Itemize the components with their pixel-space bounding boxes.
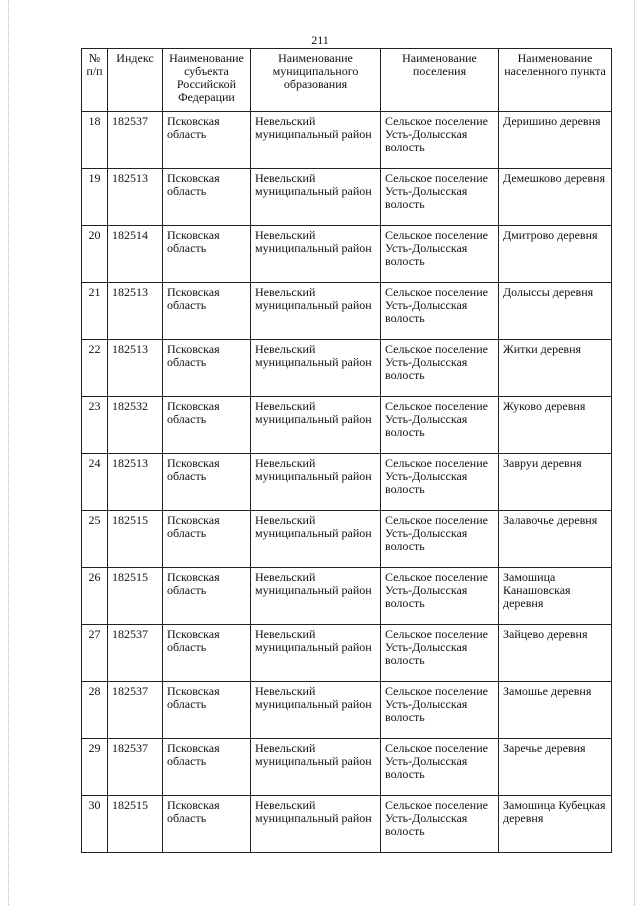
cell-number: 27 bbox=[82, 625, 108, 682]
table-row bbox=[82, 796, 612, 853]
table-body bbox=[82, 112, 612, 853]
cell-settlement: Сельское поселение Усть-Долысская волость bbox=[381, 682, 499, 739]
cell-subject: Псковская область bbox=[163, 625, 251, 682]
cell-locality: Замошица Канашовская деревня bbox=[499, 568, 612, 625]
table-row bbox=[82, 112, 612, 169]
cell-index: 182537 bbox=[108, 112, 163, 169]
table-row bbox=[82, 226, 612, 283]
cell-locality: Деришино деревня bbox=[499, 112, 612, 169]
cell-locality: Долыссы деревня bbox=[499, 283, 612, 340]
cell-locality: Замошье деревня bbox=[499, 682, 612, 739]
cell-subject: Псковская область bbox=[163, 454, 251, 511]
cell-number: 25 bbox=[82, 511, 108, 568]
table-row bbox=[82, 511, 612, 568]
cell-index: 182532 bbox=[108, 397, 163, 454]
cell-locality: Завруи деревня bbox=[499, 454, 612, 511]
cell-index: 182537 bbox=[108, 625, 163, 682]
table-row bbox=[82, 454, 612, 511]
cell-index: 182513 bbox=[108, 340, 163, 397]
cell-subject: Псковская область bbox=[163, 169, 251, 226]
cell-settlement: Сельское поселение Усть-Долысская волость bbox=[381, 796, 499, 853]
cell-municipality: Невельский муниципальный район bbox=[251, 112, 381, 169]
table-header-row bbox=[82, 49, 612, 112]
cell-locality: Заречье деревня bbox=[499, 739, 612, 796]
header-locality: Наименование населенного пункта bbox=[499, 49, 612, 112]
header-number: № п/п bbox=[82, 49, 108, 112]
cell-number: 28 bbox=[82, 682, 108, 739]
cell-index: 182515 bbox=[108, 568, 163, 625]
cell-index: 182513 bbox=[108, 454, 163, 511]
table-row bbox=[82, 340, 612, 397]
header-settlement: Наименование поселения bbox=[381, 49, 499, 112]
cell-index: 182537 bbox=[108, 682, 163, 739]
cell-index: 182515 bbox=[108, 796, 163, 853]
cell-municipality: Невельский муниципальный район bbox=[251, 226, 381, 283]
table-row bbox=[82, 739, 612, 796]
cell-number: 29 bbox=[82, 739, 108, 796]
cell-settlement: Сельское поселение Усть-Долысская волость bbox=[381, 397, 499, 454]
cell-municipality: Невельский муниципальный район bbox=[251, 340, 381, 397]
cell-index: 182537 bbox=[108, 739, 163, 796]
cell-locality: Житки деревня bbox=[499, 340, 612, 397]
cell-index: 182513 bbox=[108, 283, 163, 340]
cell-settlement: Сельское поселение Усть-Долысская волость bbox=[381, 226, 499, 283]
cell-settlement: Сельское поселение Усть-Долысская волость bbox=[381, 454, 499, 511]
table-row bbox=[82, 625, 612, 682]
page-number: 211 bbox=[311, 33, 329, 47]
cell-number: 20 bbox=[82, 226, 108, 283]
cell-number: 21 bbox=[82, 283, 108, 340]
table-row bbox=[82, 568, 612, 625]
cell-number: 26 bbox=[82, 568, 108, 625]
cell-settlement: Сельское поселение Усть-Долысская волость bbox=[381, 568, 499, 625]
cell-number: 23 bbox=[82, 397, 108, 454]
cell-subject: Псковская область bbox=[163, 397, 251, 454]
cell-settlement: Сельское поселение Усть-Долысская волость bbox=[381, 625, 499, 682]
header-index: Индекс bbox=[108, 49, 163, 112]
cell-index: 182513 bbox=[108, 169, 163, 226]
cell-municipality: Невельский муниципальный район bbox=[251, 625, 381, 682]
cell-index: 182515 bbox=[108, 511, 163, 568]
cell-municipality: Невельский муниципальный район bbox=[251, 568, 381, 625]
cell-settlement: Сельское поселение Усть-Долысская волость bbox=[381, 340, 499, 397]
cell-municipality: Невельский муниципальный район bbox=[251, 796, 381, 853]
cell-locality: Залавочье деревня bbox=[499, 511, 612, 568]
cell-municipality: Невельский муниципальный район bbox=[251, 739, 381, 796]
right-scan-edge bbox=[634, 0, 636, 905]
table-row bbox=[82, 169, 612, 226]
cell-number: 22 bbox=[82, 340, 108, 397]
cell-settlement: Сельское поселение Усть-Долысская волость bbox=[381, 169, 499, 226]
cell-number: 30 bbox=[82, 796, 108, 853]
cell-municipality: Невельский муниципальный район bbox=[251, 682, 381, 739]
left-scan-edge bbox=[8, 0, 10, 905]
cell-subject: Псковская область bbox=[163, 682, 251, 739]
cell-subject: Псковская область bbox=[163, 283, 251, 340]
cell-subject: Псковская область bbox=[163, 340, 251, 397]
cell-subject: Псковская область bbox=[163, 511, 251, 568]
cell-index: 182514 bbox=[108, 226, 163, 283]
header-municipality: Наименование муниципального образования bbox=[251, 49, 381, 112]
cell-subject: Псковская область bbox=[163, 112, 251, 169]
header-subject: Наименование субъекта Российской Федерации bbox=[163, 49, 251, 112]
cell-municipality: Невельский муниципальный район bbox=[251, 454, 381, 511]
cell-municipality: Невельский муниципальный район bbox=[251, 397, 381, 454]
cell-number: 18 bbox=[82, 112, 108, 169]
cell-municipality: Невельский муниципальный район bbox=[251, 511, 381, 568]
cell-settlement: Сельское поселение Усть-Долысская волость bbox=[381, 283, 499, 340]
cell-locality: Зайцево деревня bbox=[499, 625, 612, 682]
cell-subject: Псковская область bbox=[163, 568, 251, 625]
cell-subject: Псковская область bbox=[163, 226, 251, 283]
cell-locality: Замошица Кубецкая деревня bbox=[499, 796, 612, 853]
cell-settlement: Сельское поселение Усть-Долысская волость bbox=[381, 112, 499, 169]
cell-locality: Демешково деревня bbox=[499, 169, 612, 226]
cell-subject: Псковская область bbox=[163, 796, 251, 853]
table-row bbox=[82, 397, 612, 454]
cell-locality: Жуково деревня bbox=[499, 397, 612, 454]
table-row bbox=[82, 283, 612, 340]
cell-locality: Дмитрово деревня bbox=[499, 226, 612, 283]
localities-table bbox=[81, 48, 612, 853]
cell-number: 19 bbox=[82, 169, 108, 226]
cell-settlement: Сельское поселение Усть-Долысская волость bbox=[381, 511, 499, 568]
cell-municipality: Невельский муниципальный район bbox=[251, 169, 381, 226]
cell-settlement: Сельское поселение Усть-Долысская волость bbox=[381, 739, 499, 796]
cell-subject: Псковская область bbox=[163, 739, 251, 796]
cell-number: 24 bbox=[82, 454, 108, 511]
table-row bbox=[82, 682, 612, 739]
cell-municipality: Невельский муниципальный район bbox=[251, 283, 381, 340]
